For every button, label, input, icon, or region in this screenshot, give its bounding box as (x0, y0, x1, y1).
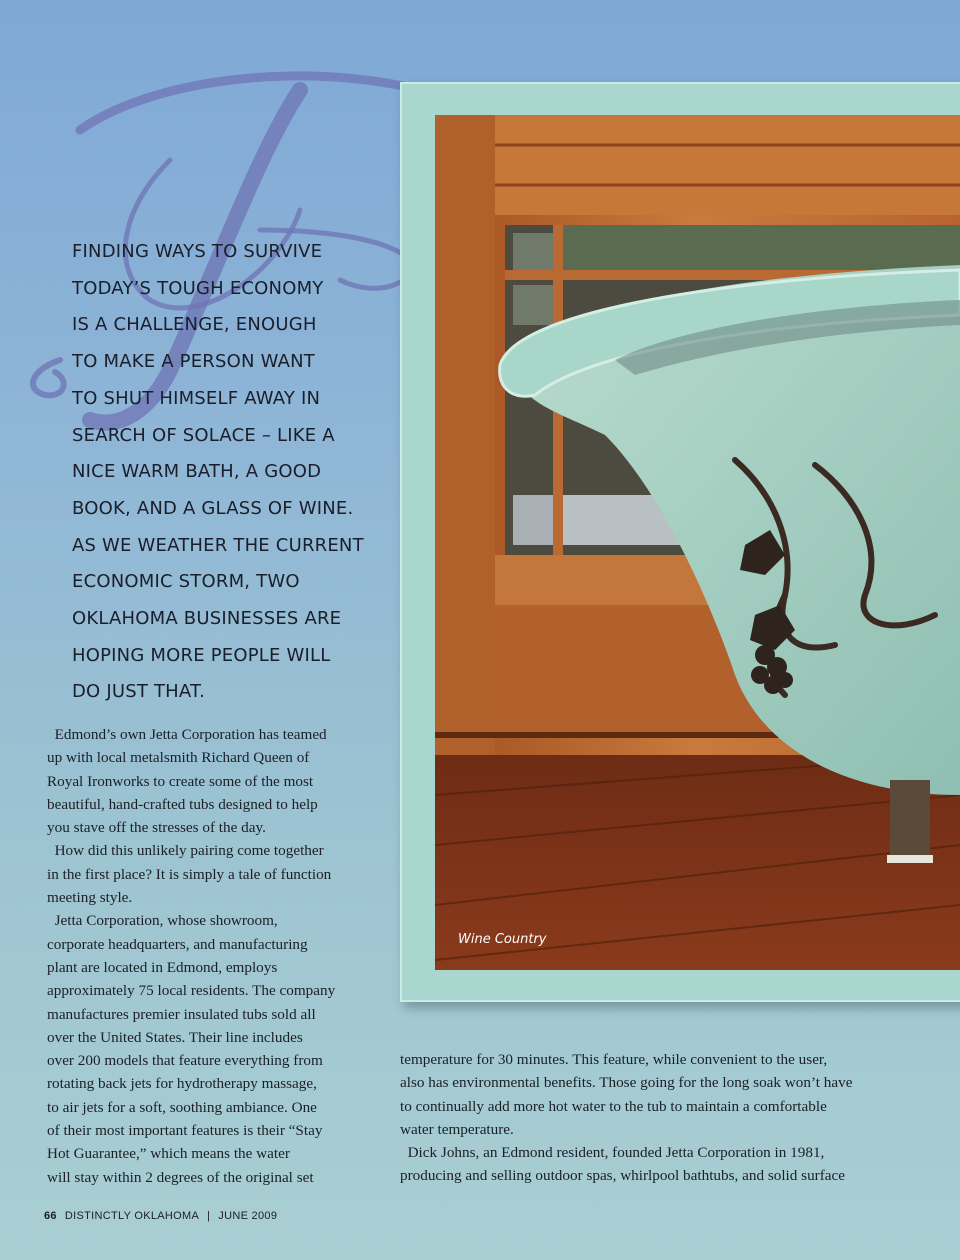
body-line: How did this unlikely pairing come together (47, 842, 324, 860)
intro-line: OKLAHOMA BUSINESSES ARE (72, 608, 342, 630)
intro-line: AS WE WEATHER THE CURRENT (72, 534, 364, 556)
intro-line: DO JUST THAT. (72, 681, 206, 703)
body-line: up with local metalsmith Richard Queen of (47, 749, 310, 767)
body-line: producing and selling outdoor spas, whirlpool bathtubs, and solid surface (400, 1167, 846, 1185)
clawfoot-bathtub-photo (435, 115, 960, 970)
body-column-left (47, 723, 377, 1189)
footer-separator: | (207, 1210, 211, 1222)
body-line: temperature for 30 minutes. This feature, while convenient to the user, (400, 1051, 828, 1068)
body-line: beautiful, hand-crafted tubs designed to help (47, 795, 318, 813)
body-line: corporate headquarters, and manufacturing (47, 935, 308, 953)
body-line: approximately 75 local residents. The company (47, 982, 336, 1000)
intro-line: FINDING WAYS TO SURVIVE (72, 241, 323, 262)
photo-caption: Wine Country (458, 932, 547, 947)
intro-line: SEARCH OF SOLACE – LIKE A (72, 424, 335, 446)
body-line: to air jets for a soft, soothing ambiance. One (47, 1098, 317, 1116)
body-line: water temperature. (400, 1120, 514, 1138)
body-line: Dick Johns, an Edmond resident, founded Jetta Corporation in 1981, (400, 1144, 825, 1162)
body-line: to continually add more hot water to the tub to maintain a comfortable (400, 1097, 827, 1115)
body-line: plant are located in Edmond, employs (47, 958, 278, 976)
body-line: manufactures premier insulated tubs sold all (47, 1005, 316, 1023)
body-line: also has environmental benefits. Those going for the long soak won’t have (400, 1074, 853, 1092)
body-line: you stave off the stresses of the day. (47, 819, 266, 837)
intro-line: HOPING MORE PEOPLE WILL (72, 644, 331, 666)
body-line: will stay within 2 degrees of the original set (47, 1168, 314, 1186)
intro-line: TO SHUT HIMSELF AWAY IN (72, 387, 321, 409)
intro-line: TODAY’S TOUGH ECONOMY (72, 277, 324, 299)
body-line: rotating back jets for hydrotherapy massage, (47, 1075, 317, 1093)
body-line: Edmond’s own Jetta Corporation has teamed (47, 726, 327, 743)
body-line: over the United States. Their line includes (47, 1028, 303, 1046)
intro-line: TO MAKE A PERSON WANT (72, 351, 315, 373)
intro-line: IS A CHALLENGE, ENOUGH (72, 314, 317, 336)
bathtub-photo (435, 115, 960, 970)
body-column-right (400, 1048, 900, 1188)
intro-line: ECONOMIC STORM, TWO (72, 571, 300, 593)
intro-line: BOOK, AND A GLASS OF WINE. (72, 497, 354, 519)
intro-deck (72, 234, 392, 711)
intro-line: NICE WARM BATH, A GOOD (72, 461, 322, 483)
page-number: 66 (44, 1210, 57, 1222)
issue-date: JUNE 2009 (218, 1210, 278, 1222)
body-line: of their most important features is their “Stay (47, 1122, 323, 1140)
body-line: Hot Guarantee,” which means the water (47, 1145, 290, 1163)
body-line: Royal Ironworks to create some of the most (47, 772, 314, 790)
body-line: over 200 models that feature everything from (47, 1052, 323, 1070)
page-footer (44, 1210, 277, 1222)
body-line: Jetta Corporation, whose showroom, (47, 912, 278, 930)
body-line: in the first place? It is simply a tale of function (47, 865, 332, 883)
body-line: meeting style. (47, 889, 133, 907)
publication-name: DISTINCTLY OKLAHOMA (64, 1210, 200, 1222)
